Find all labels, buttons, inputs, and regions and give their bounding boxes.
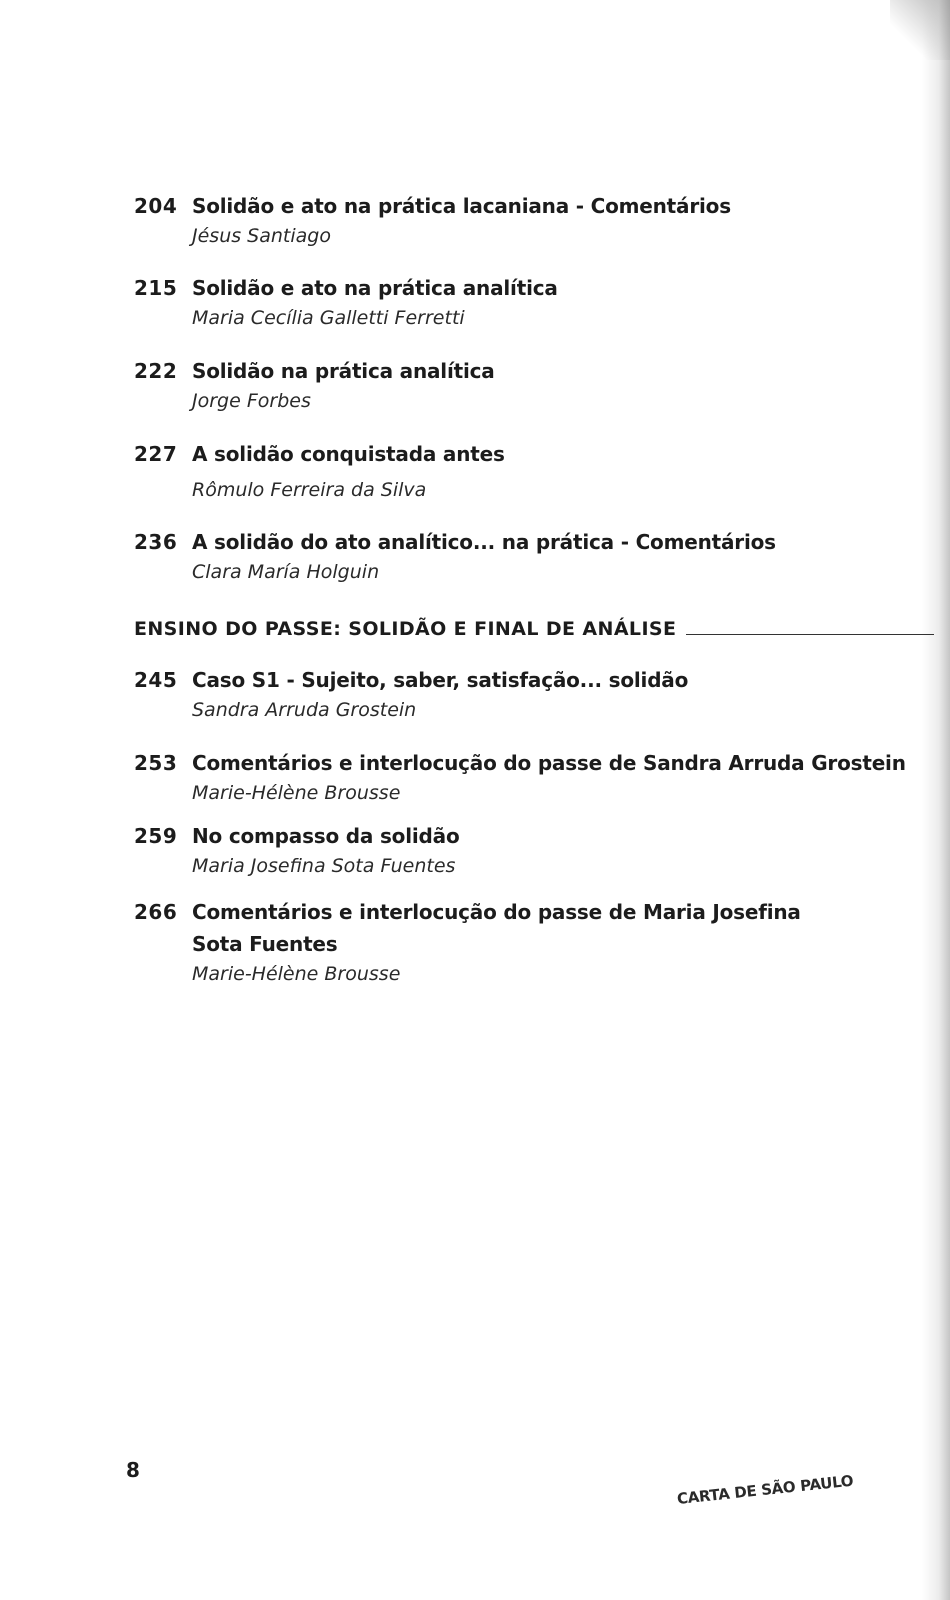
toc-entry xyxy=(134,747,914,807)
toc-entry-author: Rômulo Ferreira da Silva xyxy=(192,479,427,501)
toc-entry xyxy=(134,272,914,332)
section-title: ENSINO DO PASSE: SOLIDÃO E FINAL DE ANÁLISE xyxy=(134,618,677,640)
toc-entry-title: A solidão conquistada antes xyxy=(192,442,505,466)
toc-page-number: 215 xyxy=(134,276,178,300)
section-rule xyxy=(686,634,934,635)
toc-entry-title: Comentários e interlocução do passe de Sandra Arruda Grostein xyxy=(192,751,906,775)
toc-entry-author: Maria Josefina Sota Fuentes xyxy=(192,855,456,877)
toc-page-number: 245 xyxy=(134,668,178,692)
toc-entry-author: Clara María Holguin xyxy=(192,561,380,583)
toc-entry-title: Solidão na prática analítica xyxy=(192,359,495,383)
toc-page-number: 266 xyxy=(134,900,178,924)
toc-entry-title: Solidão e ato na prática lacaniana - Comentários xyxy=(192,194,731,218)
toc-page-number: 236 xyxy=(134,530,178,554)
toc-entry-author: Maria Cecília Galletti Ferretti xyxy=(192,307,465,329)
toc-entry xyxy=(134,896,914,988)
toc-entry-author: Jorge Forbes xyxy=(192,390,311,412)
running-footer-title: CARTA DE SÃO PAULO xyxy=(676,1471,855,1508)
toc-page-number: 259 xyxy=(134,824,178,848)
toc-entry-title: No compasso da solidão xyxy=(192,824,460,848)
toc-page-number: 204 xyxy=(134,194,178,218)
toc-entry-title: Caso S1 - Sujeito, saber, satisfação... solidão xyxy=(192,668,689,692)
toc-entry xyxy=(134,820,914,880)
toc-entry-title: Comentários e interlocução do passe de Maria Josefina Sota Fuentes xyxy=(192,900,801,956)
toc-entry xyxy=(134,664,914,724)
toc-page-number: 222 xyxy=(134,359,178,383)
toc-page-number: 253 xyxy=(134,751,178,775)
page-edge-shadow xyxy=(922,0,950,1600)
toc-entry-author: Jésus Santiago xyxy=(192,225,331,247)
toc-entry-title: A solidão do ato analítico... na prática - Comentários xyxy=(192,530,776,554)
toc-entry-author: Marie-Hélène Brousse xyxy=(192,782,401,804)
toc-entry xyxy=(134,438,914,504)
toc-page-number: 227 xyxy=(134,442,178,466)
toc-entry xyxy=(134,526,914,586)
toc-entry-title: Solidão e ato na prática analítica xyxy=(192,276,558,300)
toc-entry-author: Sandra Arruda Grostein xyxy=(192,699,417,721)
toc-entry xyxy=(134,355,914,415)
page-number: 8 xyxy=(126,1458,140,1482)
toc-entry xyxy=(134,190,914,250)
toc-entry-author: Marie-Hélène Brousse xyxy=(192,963,401,985)
section-heading xyxy=(134,618,934,640)
